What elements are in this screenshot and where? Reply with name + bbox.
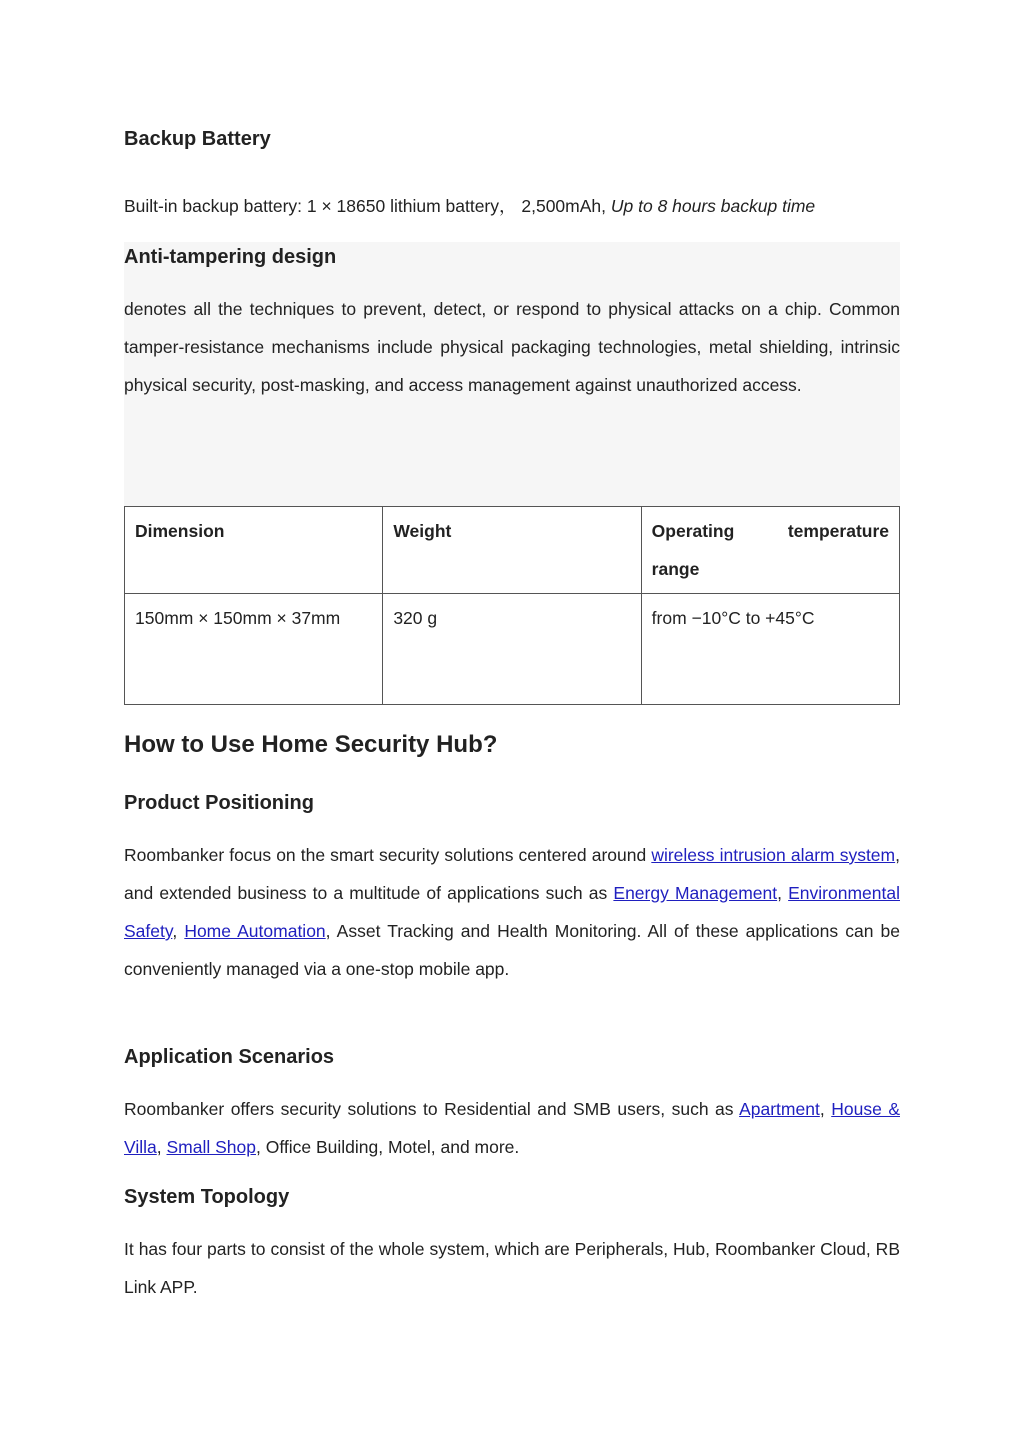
- spec-table: [124, 506, 900, 705]
- pp-text-3: ,: [777, 883, 789, 903]
- pp-text-4: ,: [172, 921, 185, 941]
- as-text-2: ,: [819, 1099, 832, 1119]
- backup-time-italic: Up to 8 hours backup time: [610, 196, 816, 216]
- header-operating-temperature: Operating temperature range: [641, 507, 899, 594]
- table-row: [125, 594, 900, 705]
- small-shop-link[interactable]: Small Shop: [166, 1137, 256, 1157]
- cell-temperature: from −10°C to +45°C: [641, 594, 899, 705]
- system-topology-paragraph: It has four parts to consist of the whole system, which are Peripherals, Hub, Roombanker Cloud, RB Link APP.: [124, 1239, 900, 1297]
- header-dimension: Dimension: [125, 507, 383, 594]
- table-header-row: [125, 507, 900, 594]
- pp-text-1: Roombanker focus on the smart security solutions centered around: [124, 845, 652, 865]
- pp-text-5: , Asset Tracking and Health Monitoring. All of these applications can be conveniently managed via a one-stop mobile app.: [124, 921, 900, 979]
- product-positioning-paragraph: [124, 836, 900, 988]
- cell-weight: 320 g: [383, 594, 641, 705]
- home-automation-link[interactable]: Home Automation: [184, 921, 326, 941]
- house-villa-link[interactable]: House & Villa: [124, 1099, 900, 1157]
- anti-tampering-heading: Anti-tampering design: [124, 246, 337, 268]
- system-topology-heading: System Topology: [124, 1186, 290, 1208]
- product-positioning-heading: Product Positioning: [124, 792, 314, 814]
- wireless-intrusion-alarm-link[interactable]: wireless intrusion alarm system: [651, 845, 896, 865]
- energy-management-link[interactable]: Energy Management: [613, 883, 778, 903]
- backup-battery-plain: Built-in backup battery: 1 × 18650 lithium battery， 2,500mAh,: [124, 196, 611, 216]
- header-weight: Weight: [383, 507, 641, 594]
- as-text-3: ,: [156, 1137, 167, 1157]
- apartment-link[interactable]: Apartment: [739, 1099, 820, 1119]
- application-scenarios-heading: Application Scenarios: [124, 1046, 335, 1068]
- anti-tampering-paragraph: denotes all the techniques to prevent, detect, or respond to physical attacks on a chip. Common tamper-resistance mechanisms include physical packaging technologies, metal shielding, intrinsic physical security, post-masking, and access management against unauthorized access.: [124, 299, 900, 395]
- application-scenarios-paragraph: [124, 1090, 900, 1166]
- how-to-use-heading: How to Use Home Security Hub?: [124, 731, 498, 758]
- cell-dimension: 150mm × 150mm × 37mm: [125, 594, 383, 705]
- pp-text-2: , and extended business to a multitude of applications such as: [124, 845, 900, 903]
- as-text-1: Roombanker offers security solutions to Residential and SMB users, such as: [124, 1099, 740, 1119]
- backup-battery-heading: Backup Battery: [124, 128, 271, 150]
- as-text-4: , Office Building, Motel, and more.: [256, 1137, 520, 1157]
- backup-battery-text: [124, 187, 900, 225]
- environmental-safety-link[interactable]: Environmental Safety: [124, 883, 900, 941]
- anti-tampering-section: [124, 242, 900, 506]
